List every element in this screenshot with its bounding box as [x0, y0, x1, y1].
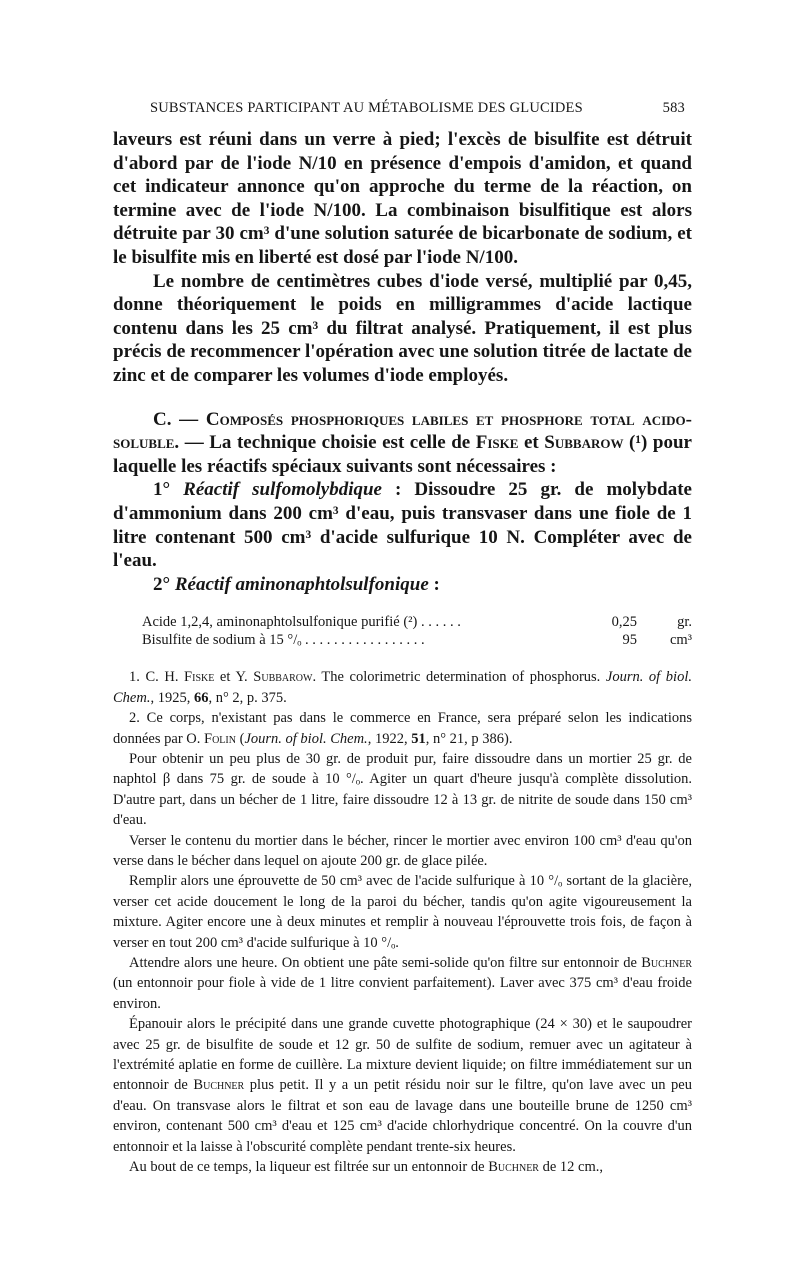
section-c-paragraph: C. — Composés phosphoriques labiles et phosphore total acido-soluble. — La technique choisie est celle de Fiske et Subbarow (¹) pour laquelle les réactifs spéciaux suivants sont nécessaires :: [113, 408, 692, 477]
footnote-paragraph: Au bout de ce temps, la liqueur est filtrée sur un entonnoir de Buchner de 12 cm.,: [129, 1159, 604, 1176]
running-title: SUBSTANCES PARTICIPANT AU MÉTABOLISME DES GLUCIDES: [150, 100, 583, 116]
page-number: 583: [662, 100, 685, 116]
formula-label: Acide 1,2,4, aminonaphtolsulfonique purifié (²) . . . . . .: [142, 614, 461, 631]
formula-row: [113, 631, 692, 649]
footnote-1: 1. C. H. Fiske et Y. Subbarow. The colorimetric determination of phosphorus. Journ. of biol. Chem., 1925, 66, n° 2, p. 375.: [113, 669, 692, 706]
footnote-paragraph: Verser le contenu du mortier dans le bécher, rincer le mortier avec environ 100 cm³ d'eau qu'on verse dans le bécher dans lequel on ajoute 200 gr. de glace pilée.: [113, 832, 692, 869]
formula-unit: cm³: [669, 632, 692, 649]
author-name: Fiske: [475, 432, 519, 454]
running-header: [150, 100, 685, 120]
formula-label: Bisulfite de sodium à 15 °/ₒ . . . . . . . . . . . . . . . . .: [142, 632, 425, 649]
main-text: [113, 128, 692, 596]
section-title: Composés phosphoriques labiles et phosphore total acido-soluble.: [113, 408, 692, 454]
reagent-1-paragraph: 1° Réactif sulfomolybdique : Dissoudre 25 gr. de molybdate d'ammonium dans 200 cm³ d'eau, puis transvaser dans une fiole de 1 litre contenant 500 cm³ d'acide sulfurique 10 N. Compléter avec de l'eau.: [113, 479, 692, 572]
footnote-paragraph: Pour obtenir un peu plus de 30 gr. de produit pur, faire dissoudre dans un mortier 25 gr. de naphtol β dans 75 gr. de soude à 10 °/ₒ. Agiter un quart d'heure jusqu'à complète dissolution. D'autre part, dans un bécher de 1 litre, faire dissoudre 12 à 13 gr. de nitrite de soude dans 150 cm³ d'eau.: [113, 750, 692, 829]
reagent-name: Réactif aminonaphtolsulfonique: [174, 573, 429, 595]
page-body: [113, 128, 692, 1177]
formula-row: [113, 613, 692, 631]
section-letter: C. —: [153, 408, 206, 430]
reagent-name: Réactif sulfomolybdique: [183, 479, 382, 501]
formula-unit: gr.: [677, 614, 692, 631]
paragraph-iodine: Le nombre de centimètres cubes d'iode versé, multiplié par 0,45, donne théoriquement le poids en milligrammes d'acide lactique contenu dans les 25 cm³ du filtrat analysé. Pratiquement, il est plus précis de recommencer l'opération avec une solution titrée de lactate de zinc et de comparer les volumes d'iode employés.: [113, 270, 692, 386]
author-name: Subbarow: [544, 432, 624, 454]
paragraph-continued: laveurs est réuni dans un verre à pied; l'excès de bisulfite est détruit d'abord par de l'iode N/10 en présence d'empois d'amidon, et quand cet indicateur annonce qu'on approche du terme de la réaction, on termine avec de l'iode N/100. La combinaison bisulfitique est alors détruite par 30 cm³ d'une solution saturée de bicarbonate de sodium, et le bisulfite mis en liberté est dosé par l'iode N/100.: [113, 129, 692, 268]
footnote-paragraph: Attendre alors une heure. On obtient une pâte semi-solide qu'on filtre sur entonnoir de Buchner (un entonnoir pour fiole à vide de 1 litre convient parfaitement). Laver avec 375 cm³ d'eau froide environ.: [113, 954, 692, 1012]
reagent-2-paragraph: 2° Réactif aminonaphtolsulfonique :: [153, 573, 440, 595]
formula-value: 95: [622, 632, 637, 649]
footnote-2: 2. Ce corps, n'existant pas dans le commerce en France, sera préparé selon les indications données par O. Folin (Journ. of biol. Chem., 1922, 51, n° 21, p 386).: [113, 710, 692, 747]
footnotes: [113, 667, 692, 1177]
footnote-paragraph: Épanouir alors le précipité dans une grande cuvette photographique (24 × 30) et le saupoudrer avec 25 gr. de bisulfite de soude et 12 gr. 50 de sulfite de sodium, remuer avec un agitateur à l'extrémité aplatie en forme de cuillère. La mixture devient liquide; on filtre immédiatement sur un entonnoir de Buchner plus petit. Il y a un petit résidu noir sur le filtre, qu'on lave avec un peu d'eau. On transvase alors le filtrat et son eau de lavage dans une bouteille brune de 1250 cm³ environ, contenant 500 cm³ d'eau et 125 cm³ d'acide chlorhydrique concentré. On la couvre d'un entonnoir et la laisse à l'obscurité complète pendant trente-six heures.: [113, 1016, 692, 1155]
formula-value: 0,25: [611, 614, 637, 631]
footnote-paragraph: Remplir alors une éprouvette de 50 cm³ avec de l'acide sulfurique à 10 °/ₒ sortant de la glacière, verser cet acide doucement le long de la paroi du bécher, tandis qu'on agite vigoureusement la mixture. Agiter encore une à deux minutes et remplir à nouveau l'éprouvette trois fois, de façon à verser en tout 200 cm³ d'acide sulfurique à 10 °/ₒ.: [113, 873, 692, 951]
footnote-ref: (¹): [623, 432, 648, 454]
reagent-formula: [113, 613, 692, 649]
